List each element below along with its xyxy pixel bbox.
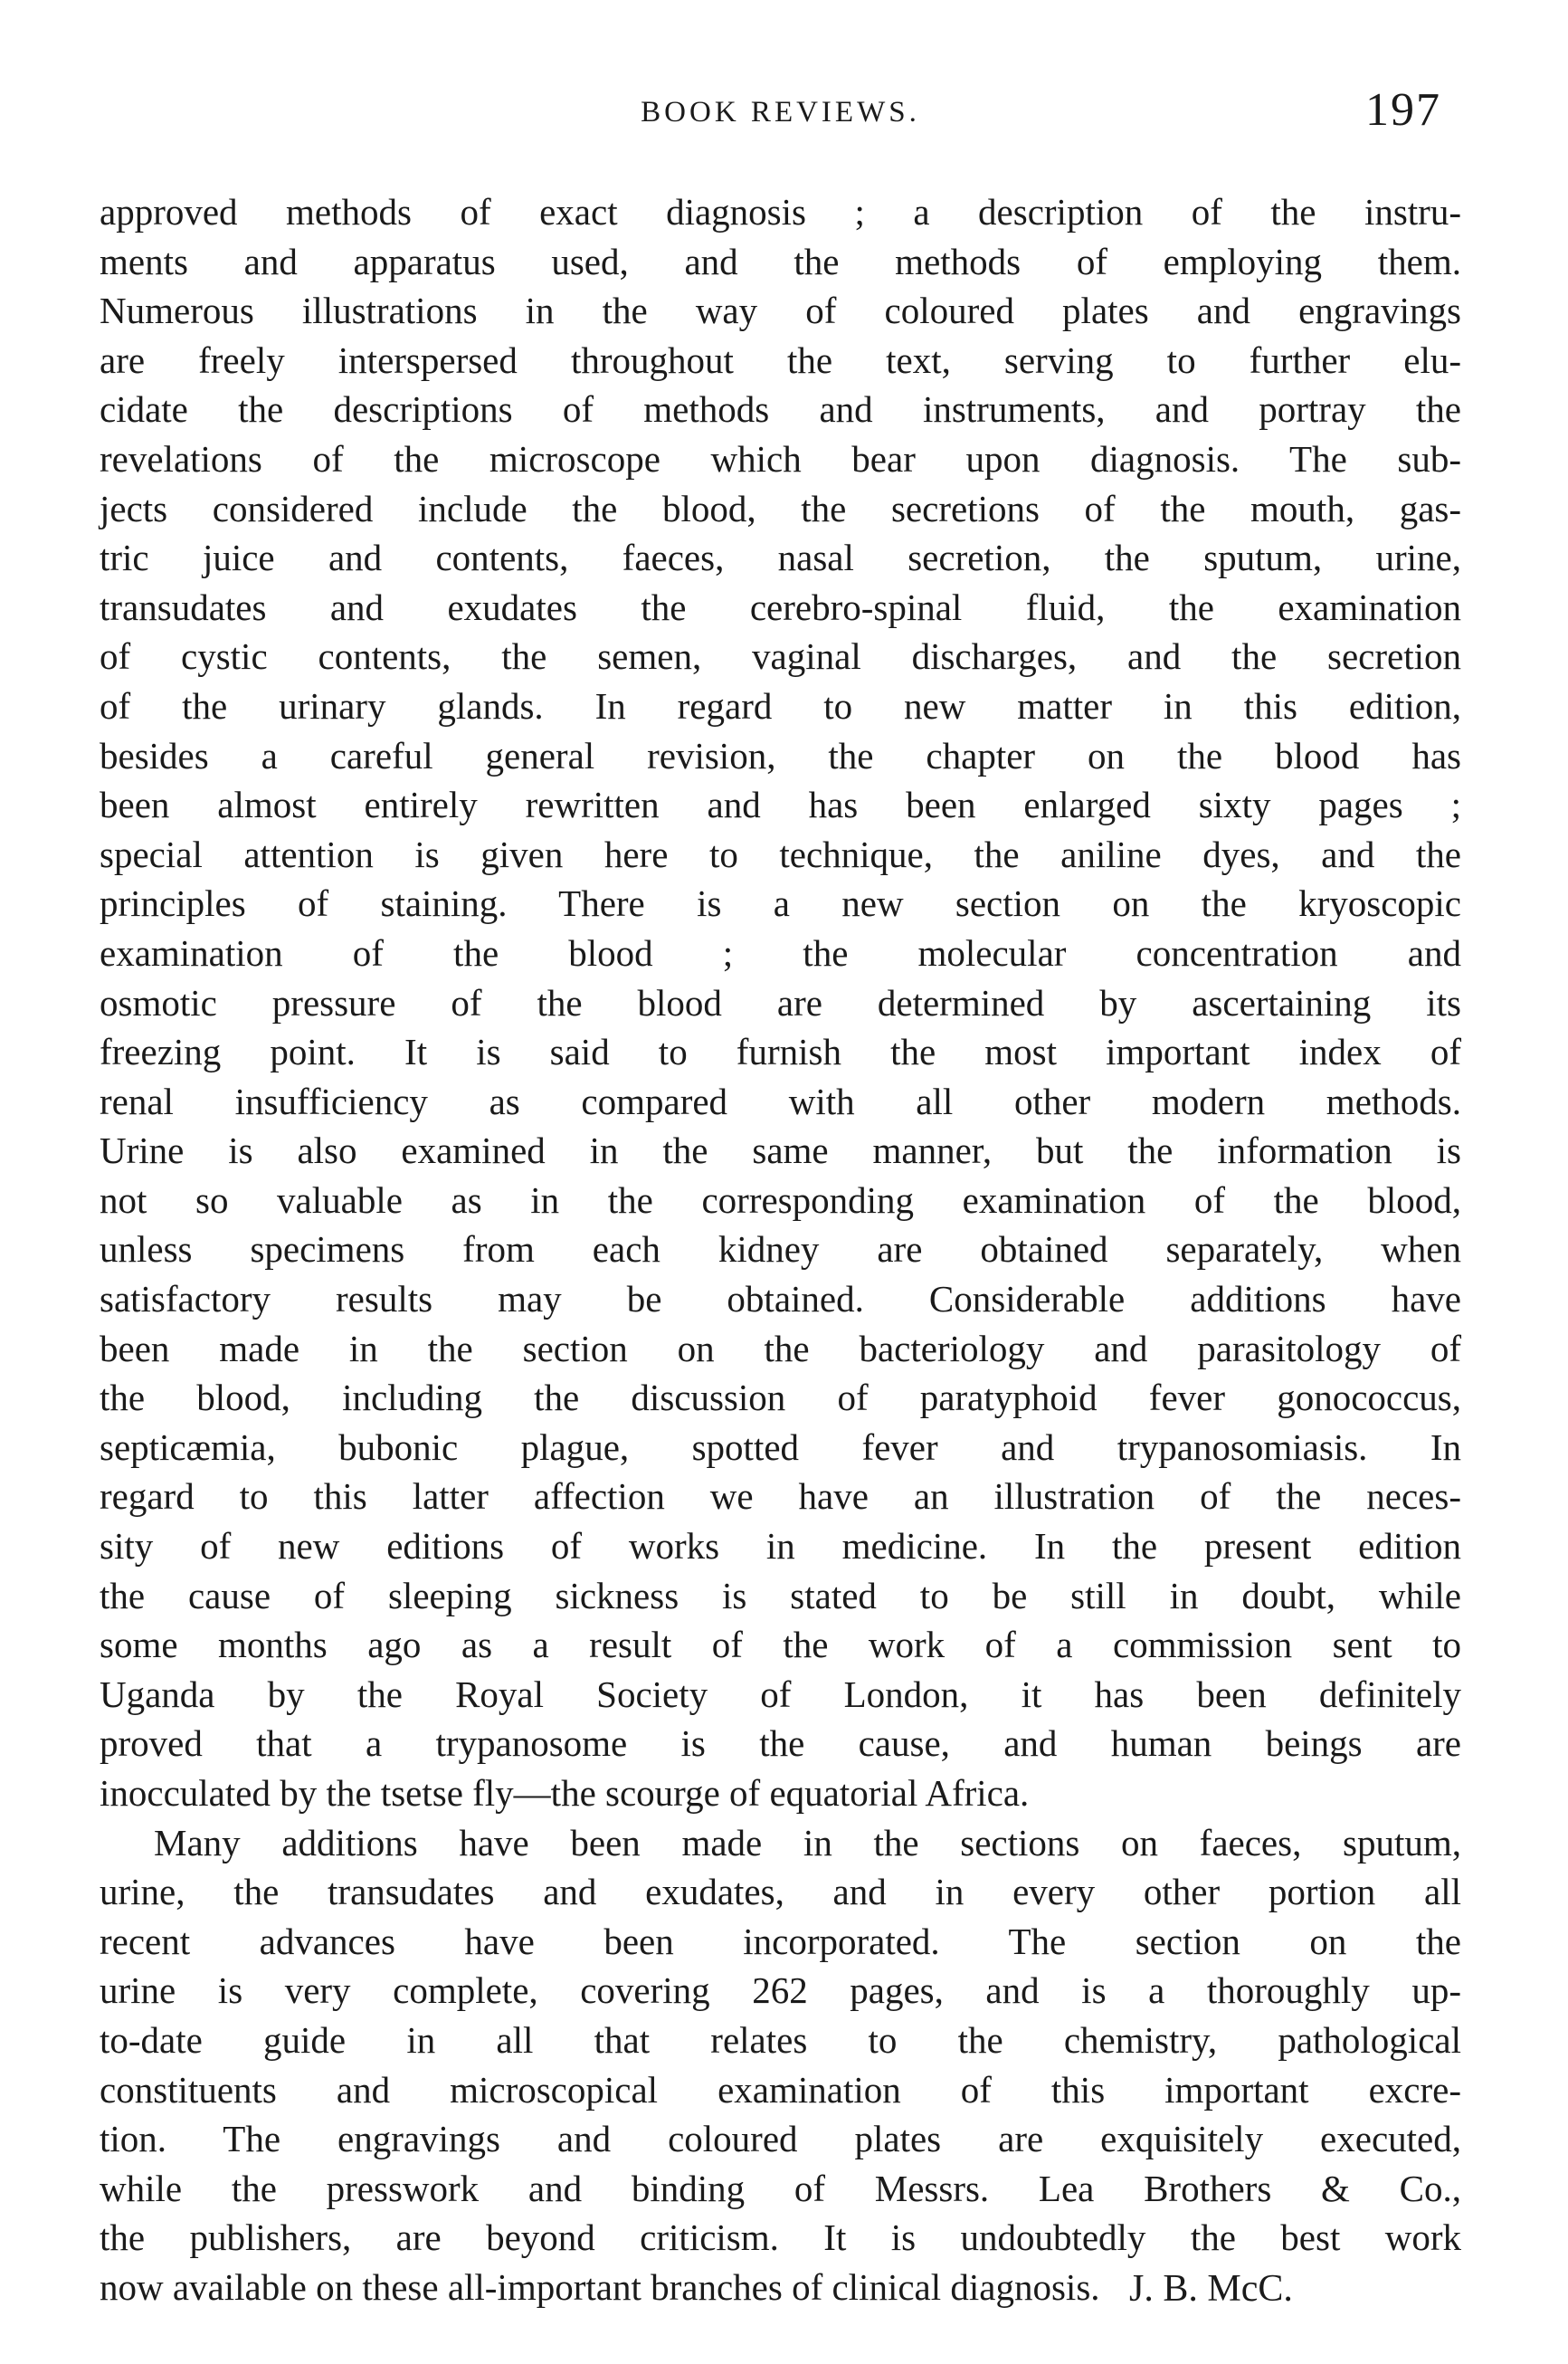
text-line: Uganda by the Royal Society of London, it has been definitely (100, 1673, 1461, 1715)
text-line: the publishers, are beyond criticism. It is undoubtedly the best work (100, 2216, 1461, 2259)
text-line: not so valuable as in the corresponding examination of the blood, (100, 1178, 1461, 1221)
text-line: regard to this latter affection we have an illustration of the neces- (100, 1475, 1461, 1518)
text-line: freezing point. It is said to furnish the most important index of (100, 1031, 1461, 1073)
text-line: proved that a trypanosome is the cause, and human beings are (100, 1722, 1461, 1765)
running-title: BOOK REVIEWS. (641, 96, 920, 129)
text-line: cidate the descriptions of methods and instruments, and portray the (100, 388, 1461, 431)
running-head (100, 83, 1461, 147)
text-line: osmotic pressure of the blood are determined by ascertaining its (100, 981, 1461, 1024)
text-line: sity of new editions of works in medicine. In the present edition (100, 1525, 1461, 1568)
text-line: Urine is also examined in the same manner, but the information is (100, 1130, 1461, 1172)
text-line: tion. The engravings and coloured plates are exquisitely executed, (100, 2118, 1461, 2160)
text-line: recent advances have been incorporated. The section on the (100, 1920, 1461, 1962)
text-line: besides a careful general revision, the chapter on the blood has (100, 734, 1461, 777)
text-line: special attention is given here to technique, the aniline dyes, and the (100, 833, 1461, 875)
text-line: ments and apparatus used, and the methods of employing them. (100, 240, 1461, 282)
text-line: Many additions have been made in the sections on faeces, sputum, (154, 1821, 1461, 1864)
text-line: some months ago as a result of the work of a commission sent to (100, 1624, 1461, 1666)
text-line: transudates and exudates the cerebro-spinal fluid, the examination (100, 586, 1461, 628)
text-line: examination of the blood ; the molecular concentration and (100, 931, 1461, 974)
text-line: of the urinary glands. In regard to new matter in this edition, (100, 684, 1461, 727)
text-line: of cystic contents, the semen, vaginal discharges, and the secretion (100, 635, 1461, 678)
page-number: 197 (1365, 84, 1441, 136)
text-line: urine, the transudates and exudates, and in every other portion all (100, 1871, 1461, 1913)
text-line: tric juice and contents, faeces, nasal secretion, the sputum, urine, (100, 537, 1461, 579)
text-line: renal insufficiency as compared with all other modern methods. (100, 1080, 1461, 1122)
text-line: Numerous illustrations in the way of coloured plates and engravings (100, 290, 1461, 332)
text-line: been almost entirely rewritten and has been enlarged sixty pages ; (100, 784, 1461, 826)
text-line: urine is very complete, covering 262 pages, and is a thoroughly up- (100, 1969, 1461, 2012)
text-line: are freely interspersed throughout the text, serving to further elu- (100, 338, 1461, 381)
text-line: approved methods of exact diagnosis ; a description of the instru- (100, 191, 1461, 233)
paragraph (100, 187, 1461, 1818)
reviewer-signature: J. B. McC. (1129, 2268, 1293, 2310)
review-body (100, 187, 1461, 2312)
text-line: the blood, including the discussion of paratyphoid fever gonococcus, (100, 1377, 1461, 1419)
text-line: unless specimens from each kidney are obtained separately, when (100, 1228, 1461, 1271)
text-line: satisfactory results may be obtained. Considerable additions have (100, 1278, 1461, 1320)
paragraph (100, 1818, 1461, 2312)
text-line: principles of staining. There is a new section on the kryoscopic (100, 882, 1461, 925)
text-line: jects considered include the blood, the secretions of the mouth, gas- (100, 487, 1461, 529)
text-line: now available on these all-important branches of clinical diagnosis. (100, 2265, 1100, 2308)
text-line: to-date guide in all that relates to the chemistry, pathological (100, 2018, 1461, 2061)
text-line: constituents and microscopical examination of this important excre- (100, 2068, 1461, 2111)
text-line: revelations of the microscope which bear upon diagnosis. The sub- (100, 437, 1461, 480)
text-line: inocculated by the tsetse fly—the scourge of equatorial Africa. (100, 1772, 1030, 1814)
text-line: the cause of sleeping sickness is stated to be still in doubt, while (100, 1574, 1461, 1616)
text-line: septicæmia, bubonic plague, spotted fever and trypanosomiasis. In (100, 1425, 1461, 1468)
text-line: been made in the section on the bacteriology and parasitology of (100, 1327, 1461, 1369)
text-line: while the presswork and binding of Messrs. Lea Brothers & Co., (100, 2167, 1461, 2209)
